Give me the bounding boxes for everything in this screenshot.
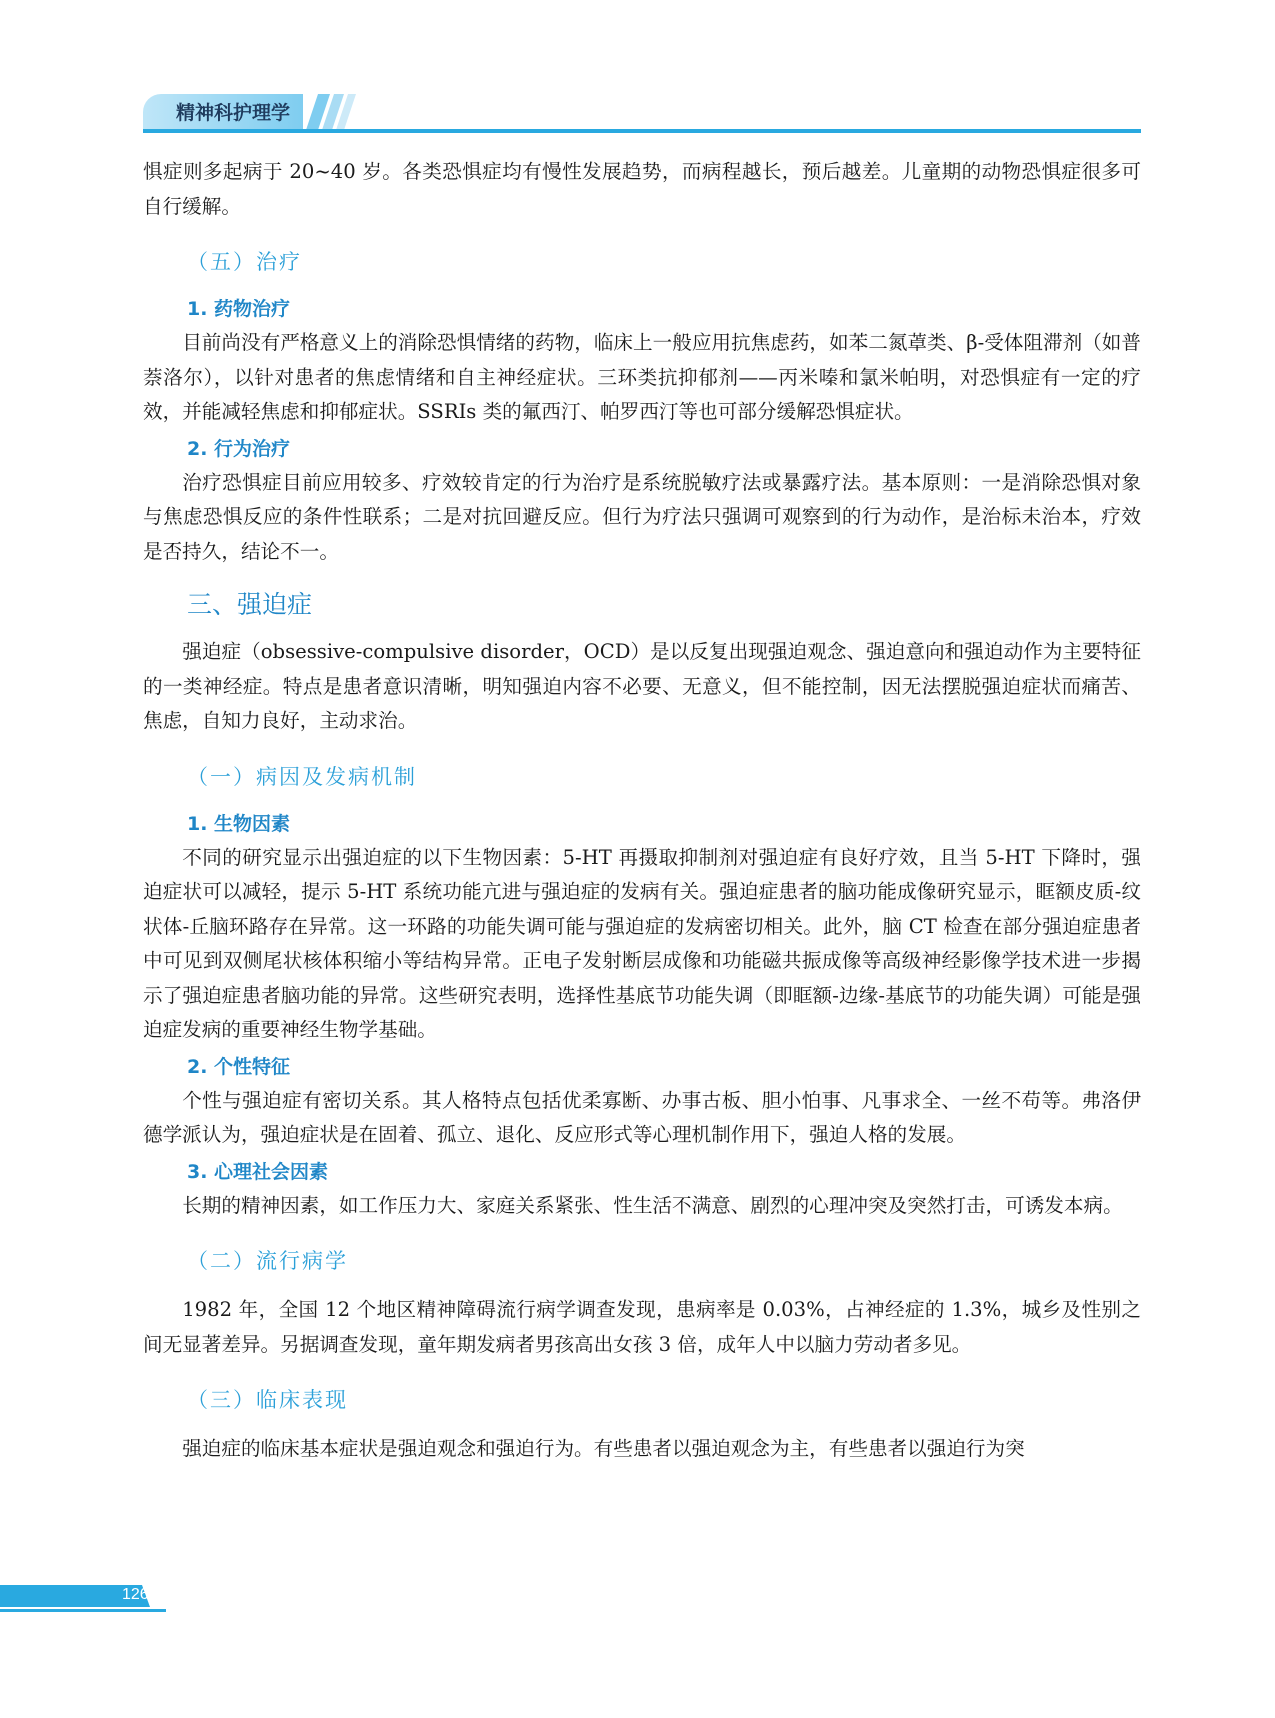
paragraph: 强迫症的临床基本症状是强迫观念和强迫行为。有些患者以强迫观念为主，有些患者以强迫行为突 <box>182 1437 1025 1460</box>
paragraph: 目前尚没有严格意义上的消除恐惧情绪的药物，临床上一般应用抗焦虑药，如苯二氮䓬类、β-受体阻滞剂（如普萘洛尔），以针对患者的焦虑情绪和自主神经症状。三环类抗抑郁剂——丙米嗪和氯米帕明，对恐惧症有一定的疗效，并能减轻焦虑和抑郁症状。SSRIs 类的氟西汀、帕罗西汀等也可部分缓解恐惧症状。 <box>143 331 1141 423</box>
paragraph: 惧症则多起病于 20~40 岁。各类恐惧症均有慢性发展趋势，而病程越长，预后越差。儿童期的动物恐惧症很多可自行缓解。 <box>143 160 1141 218</box>
book-title: 精神科护理学 <box>176 102 291 124</box>
section-heading: 三、强迫症 <box>187 590 313 619</box>
decorative-stripes-icon <box>300 94 360 130</box>
page-number: 126 <box>122 1586 149 1603</box>
footer-rule <box>0 1609 166 1612</box>
page-footer <box>0 1585 170 1615</box>
page-content <box>143 155 1141 1467</box>
page-header <box>0 88 1275 140</box>
subsection-heading: （一）病因及发病机制 <box>187 764 417 789</box>
header-rule <box>143 129 1141 133</box>
paragraph: 治疗恐惧症目前应用较多、疗效较肯定的行为治疗是系统脱敏疗法或暴露疗法。基本原则：一是消除恐惧对象与焦虑恐惧反应的条件性联系；二是对抗回避反应。但行为疗法只强调可观察到的行为动作，是治标未治本，疗效是否持久，结论不一。 <box>143 470 1141 563</box>
subsection-heading: （五）治疗 <box>187 250 302 274</box>
paragraph: 强迫症（obsessive-compulsive disorder，OCD）是以反复出现强迫观念、强迫意向和强迫动作为主要特征的一类神经症。特点是患者意识清晰，明知强迫内容不必要、无意义，但不能控制，因无法摆脱强迫症状而痛苦、焦虑，自知力良好，主动求治。 <box>143 640 1141 732</box>
paragraph: 长期的精神因素，如工作压力大、家庭关系紧张、性生活不满意、剧烈的心理冲突及突然打击，可诱发本病。 <box>182 1193 1123 1217</box>
numbered-heading: 2. 行为治疗 <box>187 437 291 460</box>
numbered-heading: 3. 心理社会因素 <box>187 1160 329 1183</box>
paragraph: 不同的研究显示出强迫症的以下生物因素：5-HT 再摄取抑制剂对强迫症有良好疗效，且当 5-HT 下降时，强迫症状可以减轻，提示 5-HT 系统功能亢进与强迫症的发病有关。强迫症患者的脑功能成像研究显示，眶额皮质-纹状体-丘脑环路存在异常。这一环路的功能失调可能与强迫症的发病密切相关。此外，脑 CT 检查在部分强迫症患者中可见到双侧尾状核体积缩小等结构异常。正电子发射断层成像和功能磁共振成像等高级神经影像学技术进一步揭示了强迫症患者脑功能的异常。这些研究表明，选择性基底节功能失调（即眶额-边缘-基底节的功能失调）可能是强迫症发病的重要神经生物学基础。 <box>143 845 1141 1041</box>
paragraph: 个性与强迫症有密切关系。其人格特点包括优柔寡断、办事古板、胆小怕事、凡事求全、一丝不苟等。弗洛伊德学派认为，强迫症状是在固着、孤立、退化、反应形式等心理机制作用下，强迫人格的发展。 <box>143 1088 1141 1146</box>
numbered-heading: 1. 生物因素 <box>187 812 291 835</box>
subsection-heading: （二）流行病学 <box>187 1249 348 1273</box>
subsection-heading: （三）临床表现 <box>187 1388 348 1412</box>
numbered-heading: 2. 个性特征 <box>187 1055 291 1078</box>
paragraph: 1982 年，全国 12 个地区精神障碍流行病学调查发现，患病率是 0.03%，占神经症的 1.3%，城乡及性别之间无显著差异。另据调查发现，童年期发病者男孩高出女孩 3 倍，成年人中以脑力劳动者多见。 <box>143 1298 1141 1356</box>
numbered-heading: 1. 药物治疗 <box>187 298 291 320</box>
